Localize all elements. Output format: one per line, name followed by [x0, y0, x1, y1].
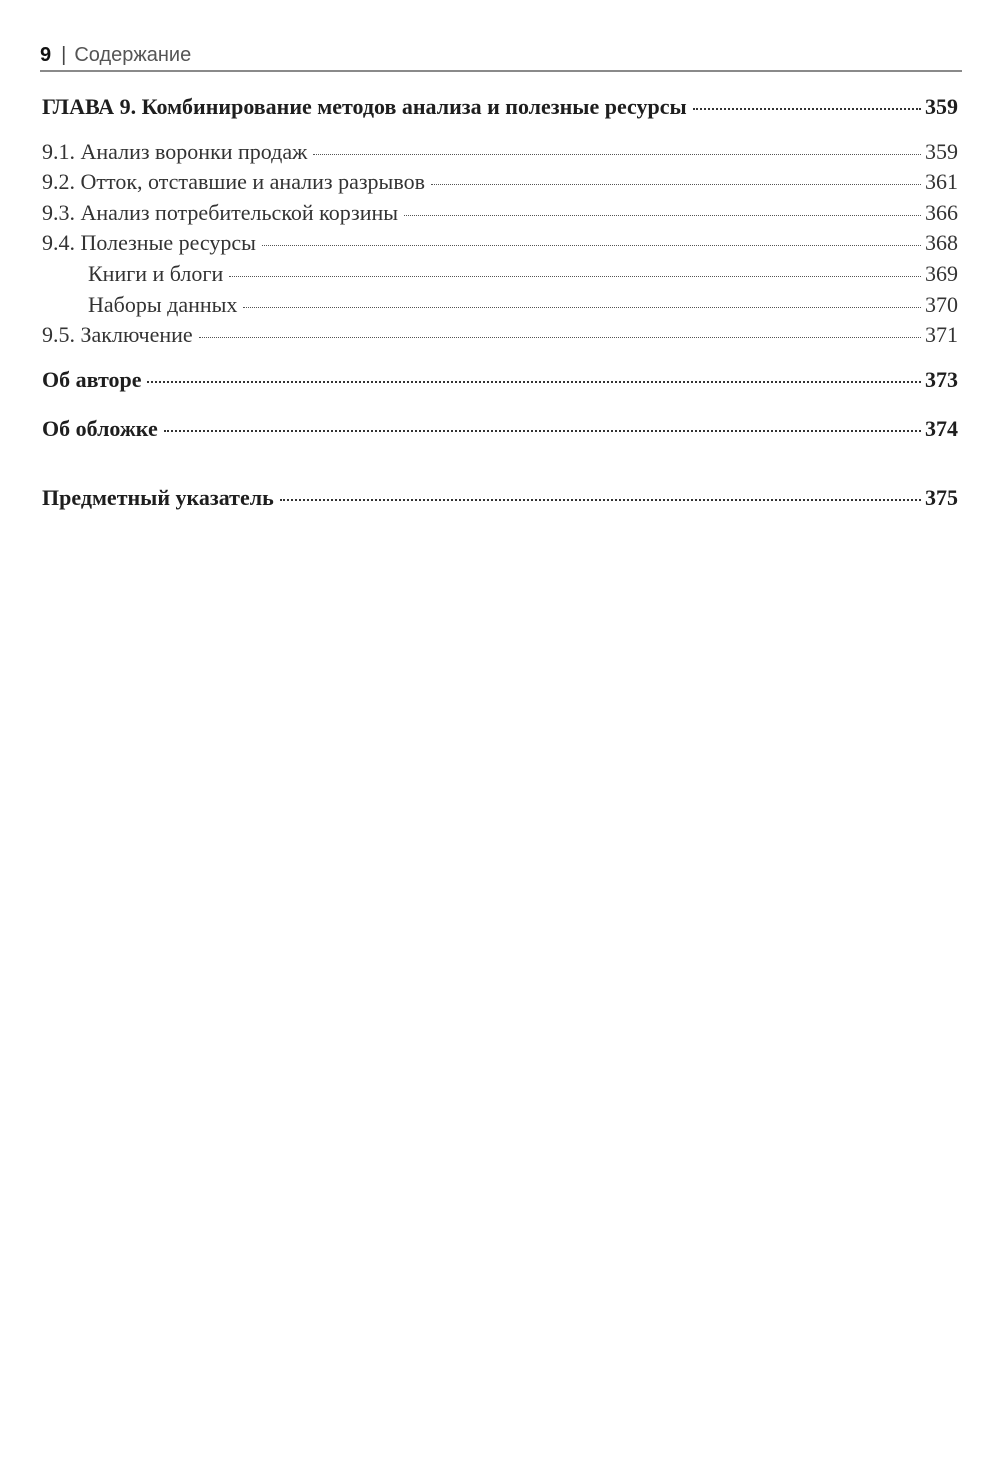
toc-entry-9-1[interactable]	[42, 139, 958, 170]
toc-entry-title: 9.5. Заключение	[42, 322, 193, 348]
toc-subject-index[interactable]	[42, 485, 958, 516]
toc-entry-title: 9.2. Отток, отставшие и анализ разрывов	[42, 169, 425, 195]
dot-leader	[229, 276, 921, 277]
toc-entry-page: 371	[925, 322, 958, 348]
toc-entry-page: 374	[925, 416, 958, 442]
dot-leader	[313, 154, 921, 155]
toc-chapter-9[interactable]	[42, 94, 958, 125]
toc-entry-page: 368	[925, 230, 958, 256]
toc-entry-title: Об авторе	[42, 366, 142, 392]
header-separator: |	[61, 44, 67, 66]
toc-entry-page: 369	[925, 260, 958, 286]
dot-leader	[693, 108, 921, 110]
toc-entry-9-2[interactable]	[42, 169, 958, 200]
dot-leader	[199, 337, 921, 338]
dot-leader	[404, 215, 921, 216]
dot-leader	[262, 245, 921, 246]
toc-about-author[interactable]	[42, 367, 958, 398]
toc-entry-page: 361	[925, 169, 958, 195]
toc-entry-9-5[interactable]	[42, 322, 958, 353]
dot-leader	[147, 381, 921, 383]
dot-leader	[280, 499, 921, 501]
toc-entry-title: Об обложке	[42, 416, 158, 442]
toc-entry-page: 366	[925, 199, 958, 225]
toc-entry-page: 359	[925, 94, 958, 119]
toc-entry-9-4[interactable]	[42, 230, 958, 261]
toc-subentry-datasets[interactable]	[42, 292, 958, 323]
toc-entry-title: 9.4. Полезные ресурсы	[42, 230, 256, 256]
toc-subentry-books-blogs[interactable]	[42, 261, 958, 292]
dot-leader	[164, 430, 921, 432]
toc-entry-page: 373	[925, 366, 958, 392]
toc-entry-title: ГЛАВА 9. Комбинирование методов анализа и полезные ресурсы	[42, 94, 687, 119]
dot-leader	[243, 307, 921, 308]
table-of-contents	[42, 90, 958, 516]
toc-entry-title: Книги и блоги	[88, 260, 224, 286]
toc-entry-title: Предметный указатель	[42, 484, 274, 510]
toc-entry-page: 359	[925, 138, 958, 164]
running-header	[40, 42, 962, 72]
header-section-title: Содержание	[74, 44, 192, 66]
toc-entry-9-3[interactable]	[42, 200, 958, 231]
toc-about-cover[interactable]	[42, 416, 958, 447]
dot-leader	[431, 184, 921, 185]
toc-entry-page: 370	[925, 291, 958, 317]
toc-entry-title: 9.3. Анализ потребительской корзины	[42, 199, 399, 225]
toc-entry-title: Наборы данных	[88, 291, 238, 317]
toc-entry-page: 375	[925, 484, 958, 510]
header-page-number: 9	[40, 44, 52, 66]
toc-entry-title: 9.1. Анализ воронки продаж	[42, 138, 308, 164]
